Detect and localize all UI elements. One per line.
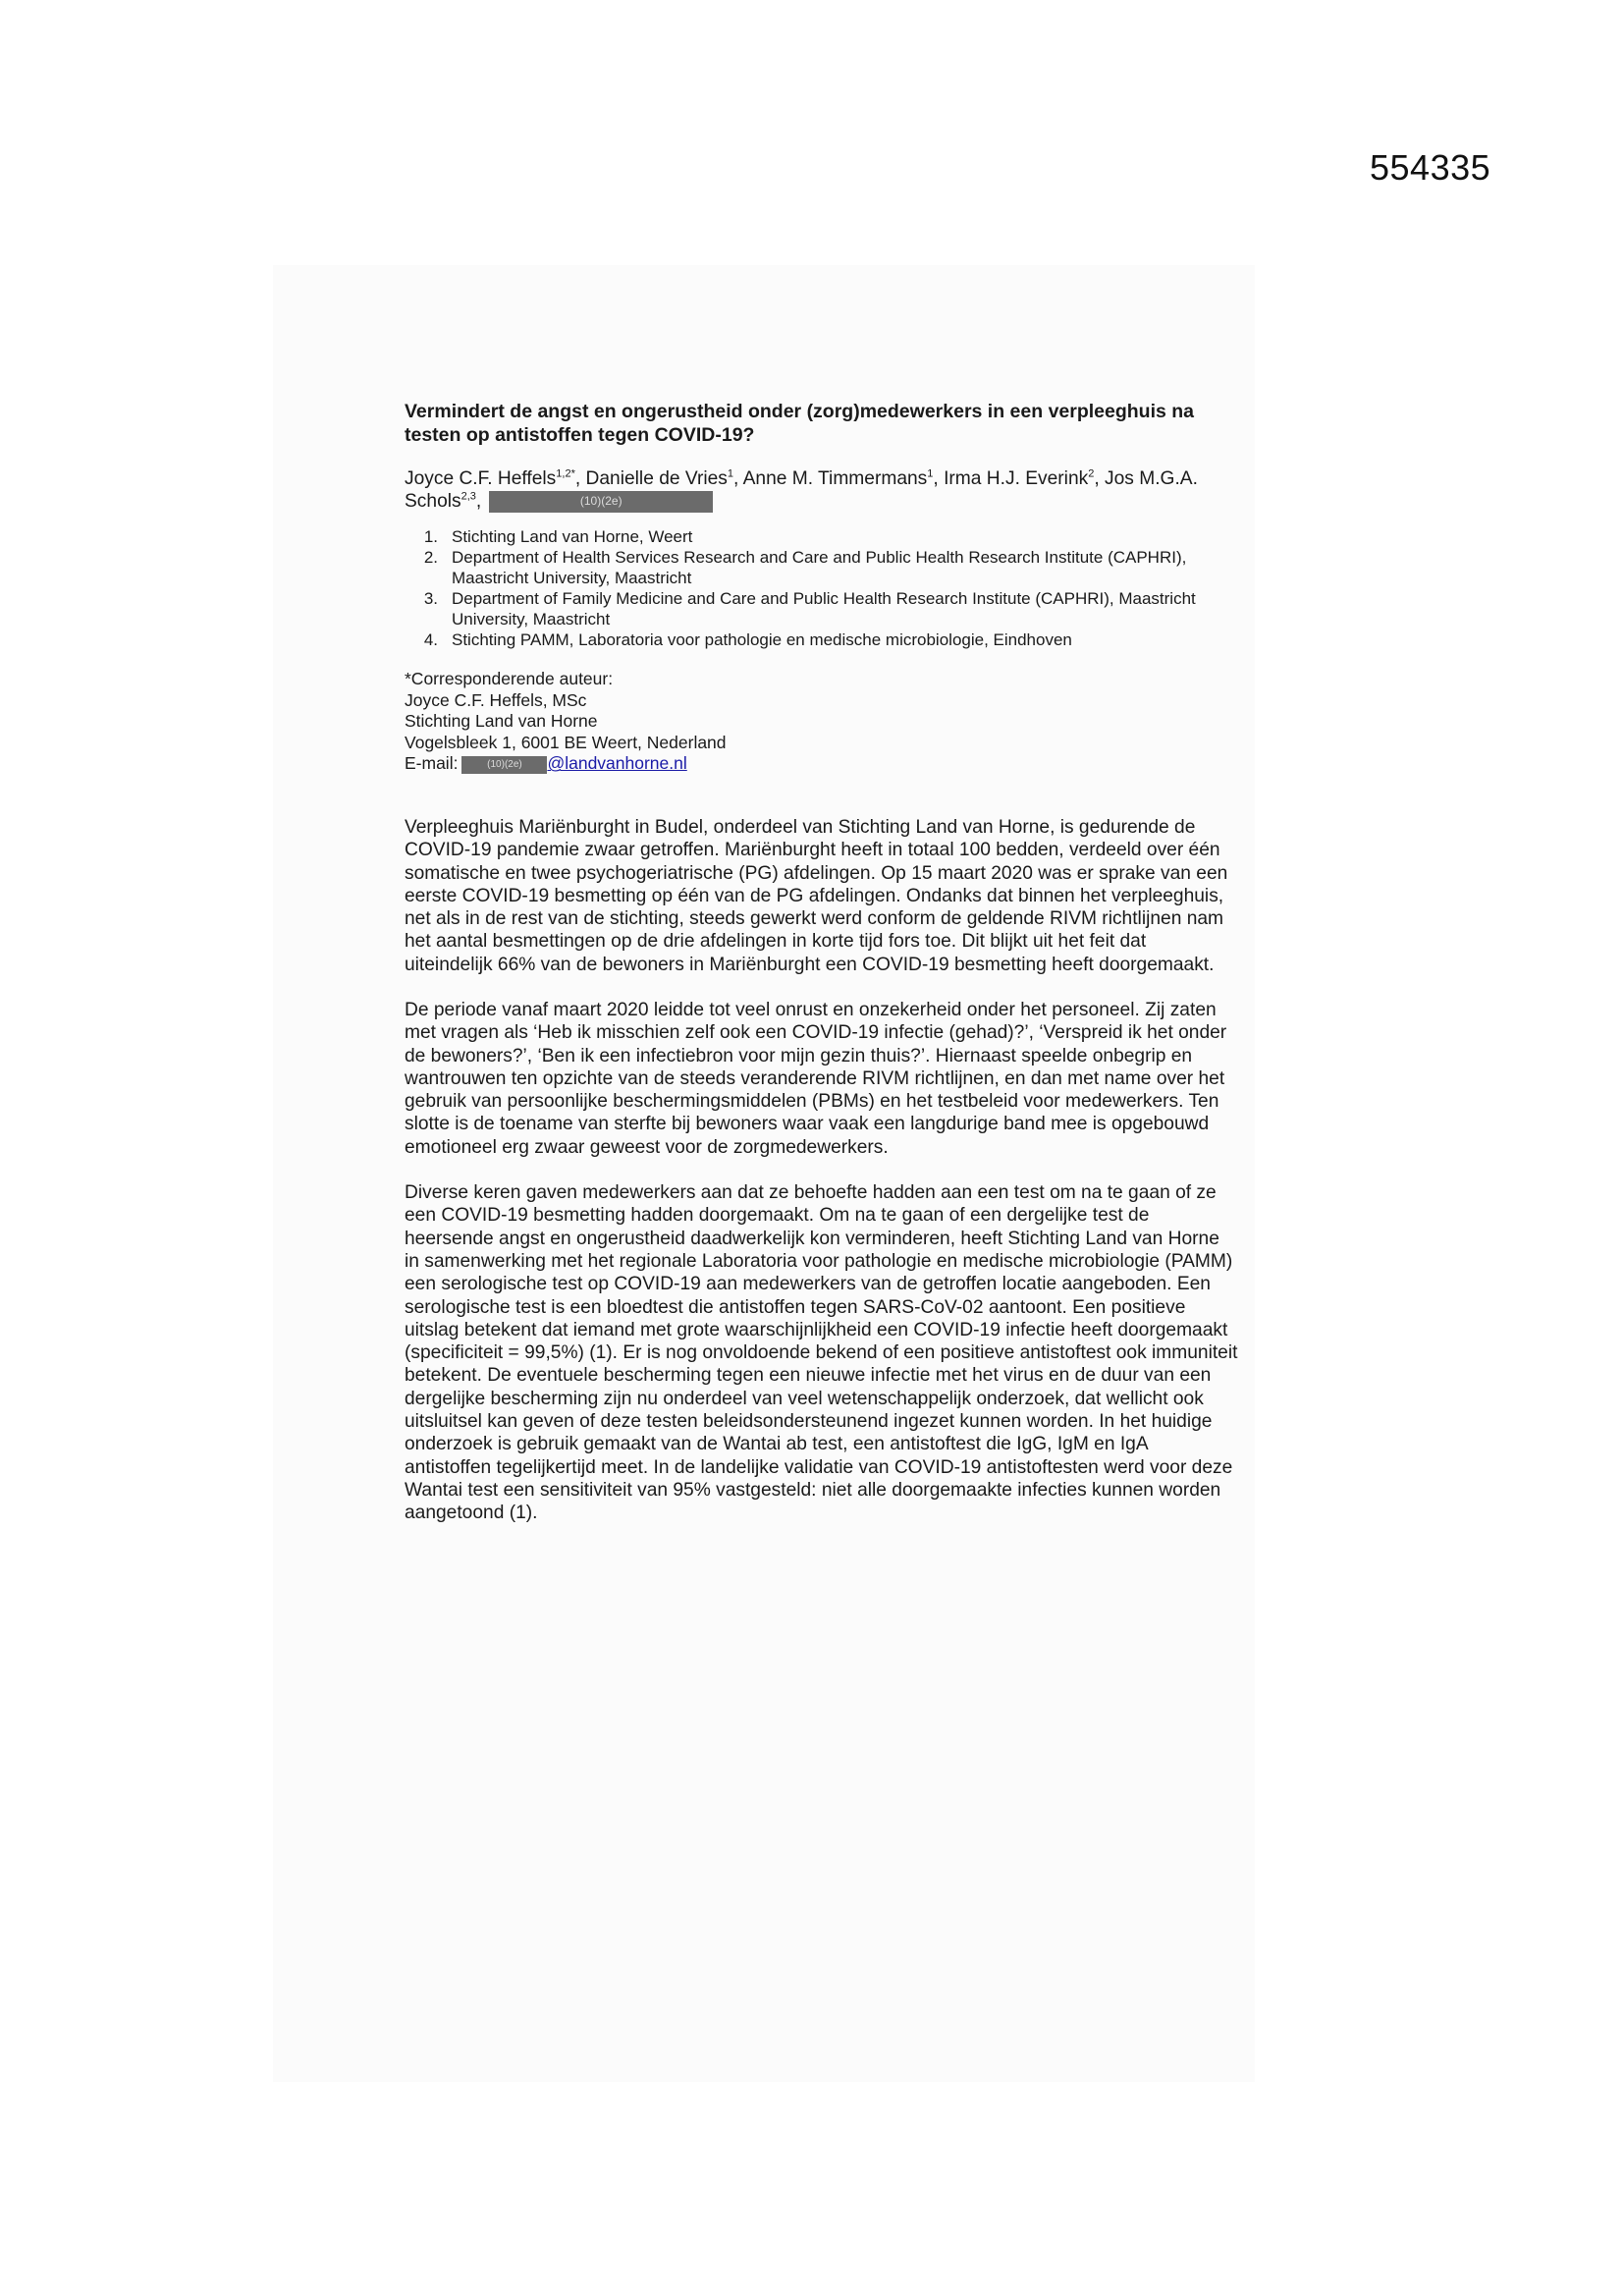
author-name: Jos M.G.A. Schols: [405, 468, 1198, 513]
author-affiliation-sup: 2: [1088, 467, 1095, 480]
affiliation-text: Department of Family Medicine and Care and Public Health Research Institute (CAPHRI), Maastricht University, Maastricht: [452, 589, 1196, 629]
correspondence-block: [405, 669, 1239, 775]
affiliation-list: [405, 526, 1239, 650]
author-affiliation-sup: 1: [727, 467, 733, 480]
affiliation-item: [405, 547, 1239, 588]
author-name: Anne M. Timmermans: [742, 468, 928, 489]
author-affiliation-sup: 2,3: [460, 490, 476, 503]
body-paragraph: Diverse keren gaven medewerkers aan dat ze behoefte hadden aan een test om na te gaan of ze een COVID-19 besmetting hadden doorgemaakt. Om na te gaan of een dergelijke test de heersende angst en ongerustheid daadwerkelijk kon verminderen, heeft Stichting Land van Horne in samenwerking met het regionale Laboratoria voor pathologie en medische microbiologie (PAMM) een serologische test op COVID-19 aan medewerkers van de getroffen locatie aangeboden. Een serologische test is een bloedtest die antistoffen tegen SARS-CoV-02 aantoont. Een positieve uitslag betekent dat iemand met grote waarschijnlijkheid een COVID-19 infectie heeft doorgemaakt (specificiteit = 99,5%) (1). Er is nog onvoldoende bekend of een positieve antistoftest ook immuniteit betekent. De eventuele bescherming tegen een nieuwe infectie met het virus en de duur van een dergelijke bescherming zijn nu onderdeel van veel wetenschappelijk onderzoek, dat wellicht ook uitsluitsel kan geven of deze testen beleidsondersteunend ingezet kunnen worden. In het huidige onderzoek is gebruik gemaakt van de Wantai ab test, een antistoftest die IgG, IgM en IgA antistoffen tegelijkertijd meet. In de landelijke validatie van COVID-19 antistoftesten werd voor deze Wantai test een sensitiviteit van 95% vastgesteld: niet alle doorgemaakte infecties kunnen worden aangetoond (1).: [405, 1182, 1238, 1524]
email-link[interactable]: @landvanhorne.nl: [547, 753, 687, 774]
affiliation-text: Department of Health Services Research and Care and Public Health Research Institute (CAPHRI), Maastricht University, Maastricht: [452, 548, 1187, 588]
author-name: Danielle de Vries: [585, 468, 728, 489]
correspondence-organization: Stichting Land van Horne: [405, 711, 598, 732]
correspondence-heading: *Corresponderende auteur:: [405, 669, 614, 689]
correspondence-address: Vogelsbleek 1, 6001 BE Weert, Nederland: [405, 732, 727, 752]
affiliation-item: [405, 588, 1239, 629]
email-label: E-mail:: [405, 753, 459, 774]
affiliation-number: 3.: [423, 589, 438, 609]
affiliation-item: [405, 526, 1239, 547]
affiliation-item: [405, 629, 1239, 650]
author-name: Joyce C.F. Heffels: [405, 468, 557, 489]
correspondence-name: Joyce C.F. Heffels, MSc: [405, 689, 587, 710]
affiliation-text: Stichting Land van Horne, Weert: [452, 527, 693, 547]
affiliation-text: Stichting PAMM, Laboratoria voor pathologie en medische microbiologie, Eindhoven: [452, 630, 1072, 650]
document-content: [405, 401, 1239, 1548]
body-paragraph: Verpleeghuis Mariënburght in Budel, onderdeel van Stichting Land van Horne, is gedurende de COVID-19 pandemie zwaar getroffen. Mariënburght heeft in totaal 100 bedden, verdeeld over één somatische en twee psychogeriatrische (PG) afdelingen. Op 15 maart 2020 was er sprake van een eerste COVID-19 besmetting op één van de PG afdelingen. Ondanks dat binnen het verpleeghuis, net als in de rest van de stichting, steeds gewerkt werd conform de geldende RIVM richtlijnen nam het aantal besmettingen op de drie afdelingen in korte tijd fors toe. Dit blijkt uit het feit dat uiteindelijk 66% van de bewoners in Mariënburght een COVID-19 besmetting heeft doorgemaakt.: [405, 816, 1228, 975]
redaction-box: (10)(2e): [461, 756, 547, 774]
affiliation-number: 1.: [423, 527, 438, 547]
document-number: 554335: [1370, 147, 1491, 188]
affiliation-number: 2.: [423, 548, 438, 568]
author-name: Irma H.J. Everink: [944, 468, 1089, 489]
author-list: Joyce C.F. Heffels$^{1,2*}$, Danielle de Vries$^1$, Anne M. Timmermans$^1$, Irma H.J. Everink$^2$, Jos M.G.A. Schols$^{2,3}$, (10)(2e): [405, 467, 1198, 513]
affiliation-number: 4.: [423, 630, 438, 650]
author-affiliation-sup: 1: [927, 467, 934, 480]
redaction-box: (10)(2e): [489, 491, 713, 513]
body-paragraph: De periode vanaf maart 2020 leidde tot veel onrust en onzekerheid onder het personeel. Zij zaten met vragen als ‘Heb ik misschien zelf ook een COVID-19 infectie (gehad)?’, ‘Verspreid ik het onder de bewoners?’, ‘Ben ik een infectiebron voor mijn gezin thuis?’. Hiernaast speelde onbegrip en wantrouwen ten opzichte van de steeds veranderende RIVM richtlijnen, en dan met name over het gebruik van persoonlijke beschermingsmiddelen (PBMs) en het testbeleid voor medewerkers. Ten slotte is de toename van sterfte bij bewoners waar vaak een langdurige band mee is opgebouwd emotioneel erg zwaar geweest voor de zorgmedewerkers.: [405, 999, 1227, 1158]
document-title: Vermindert de angst en ongerustheid onder (zorg)medewerkers in een verpleeghuis na testen op antistoffen tegen COVID-19?: [405, 401, 1195, 446]
correspondence-email-line: [405, 753, 1239, 775]
author-affiliation-sup: 1,2*: [556, 467, 575, 480]
